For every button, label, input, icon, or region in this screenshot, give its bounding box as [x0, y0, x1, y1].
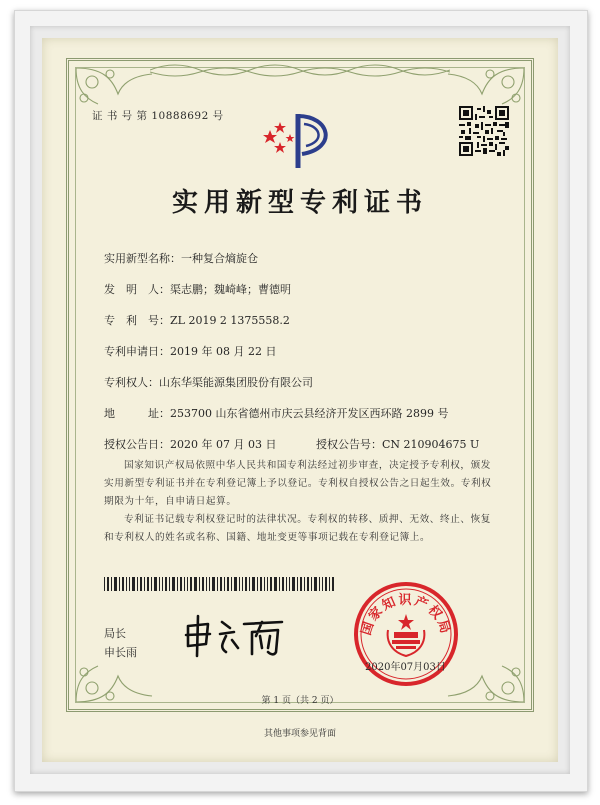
director-name: 申长雨	[104, 646, 137, 659]
footer-note: 其他事项参见背面	[263, 729, 336, 739]
field-value: 一种复合熵旋仓	[181, 252, 258, 265]
top-ornament-icon	[150, 60, 450, 80]
field-value: 253700 山东省德州市庆云县经济开发区西环路 2899 号	[170, 407, 449, 420]
field-patent-number	[104, 312, 290, 328]
certificate-number: 证 书 号 第 10888692 号	[92, 110, 224, 122]
field-address	[104, 405, 448, 421]
field-value: 2019 年 08 月 22 日	[170, 345, 277, 358]
field-label: 专利申请日：	[104, 345, 170, 358]
grant-statement-paragraph: 国家知识产权局依照中华人民共和国专利法经过初步审查，决定授予专利权，颁发实用新型专利证书并在专利登记簿上予以登记。专利权自授权公告之日起生效。专利权期限为十年，自申请日起算。	[104, 460, 492, 507]
director-title: 局长	[104, 627, 126, 640]
field-label: 专 利 号：	[104, 314, 170, 327]
field-value: ZL 2019 2 1375558.2	[170, 314, 290, 327]
field-label: 授权公告日：	[104, 438, 170, 451]
field-value: CN 210904675 U	[382, 438, 480, 451]
field-inventors	[104, 281, 291, 297]
legal-status-paragraph: 专利证书记载专利权登记时的法律状况。专利权的转移、质押、无效、终止、恢复和专利权人的姓名或名称、国籍、地址变更等事项记载在专利登记簿上。	[104, 514, 491, 543]
field-utility-model-name	[104, 250, 258, 266]
field-label: 地 址：	[104, 407, 170, 420]
field-label: 发 明 人：	[104, 283, 170, 296]
field-value: 山东华渠能源集团股份有限公司	[159, 376, 313, 389]
field-label: 专利权人：	[104, 376, 159, 389]
qr-code-icon	[459, 106, 509, 156]
field-value: 渠志鹏；魏崎峰；曹德明	[170, 283, 291, 296]
director-signature-icon	[182, 612, 292, 660]
cnipa-logo-icon	[258, 108, 340, 172]
field-value: 2020 年 07 月 03 日	[170, 438, 277, 451]
seal-date: 2020年07月03日	[365, 662, 446, 673]
field-grant-date	[104, 436, 276, 452]
field-filing-date	[104, 343, 276, 359]
field-label: 授权公告号：	[316, 438, 382, 451]
field-label: 实用新型名称：	[104, 252, 181, 265]
barcode-icon	[104, 577, 334, 591]
seal-text: 国家知识产权局	[358, 593, 454, 638]
page-indicator: 第 1 页（共 2 页）	[261, 696, 339, 706]
field-grant-number	[316, 436, 479, 452]
field-patentee	[104, 374, 313, 390]
certificate-title: 实用新型专利证书	[171, 188, 428, 218]
